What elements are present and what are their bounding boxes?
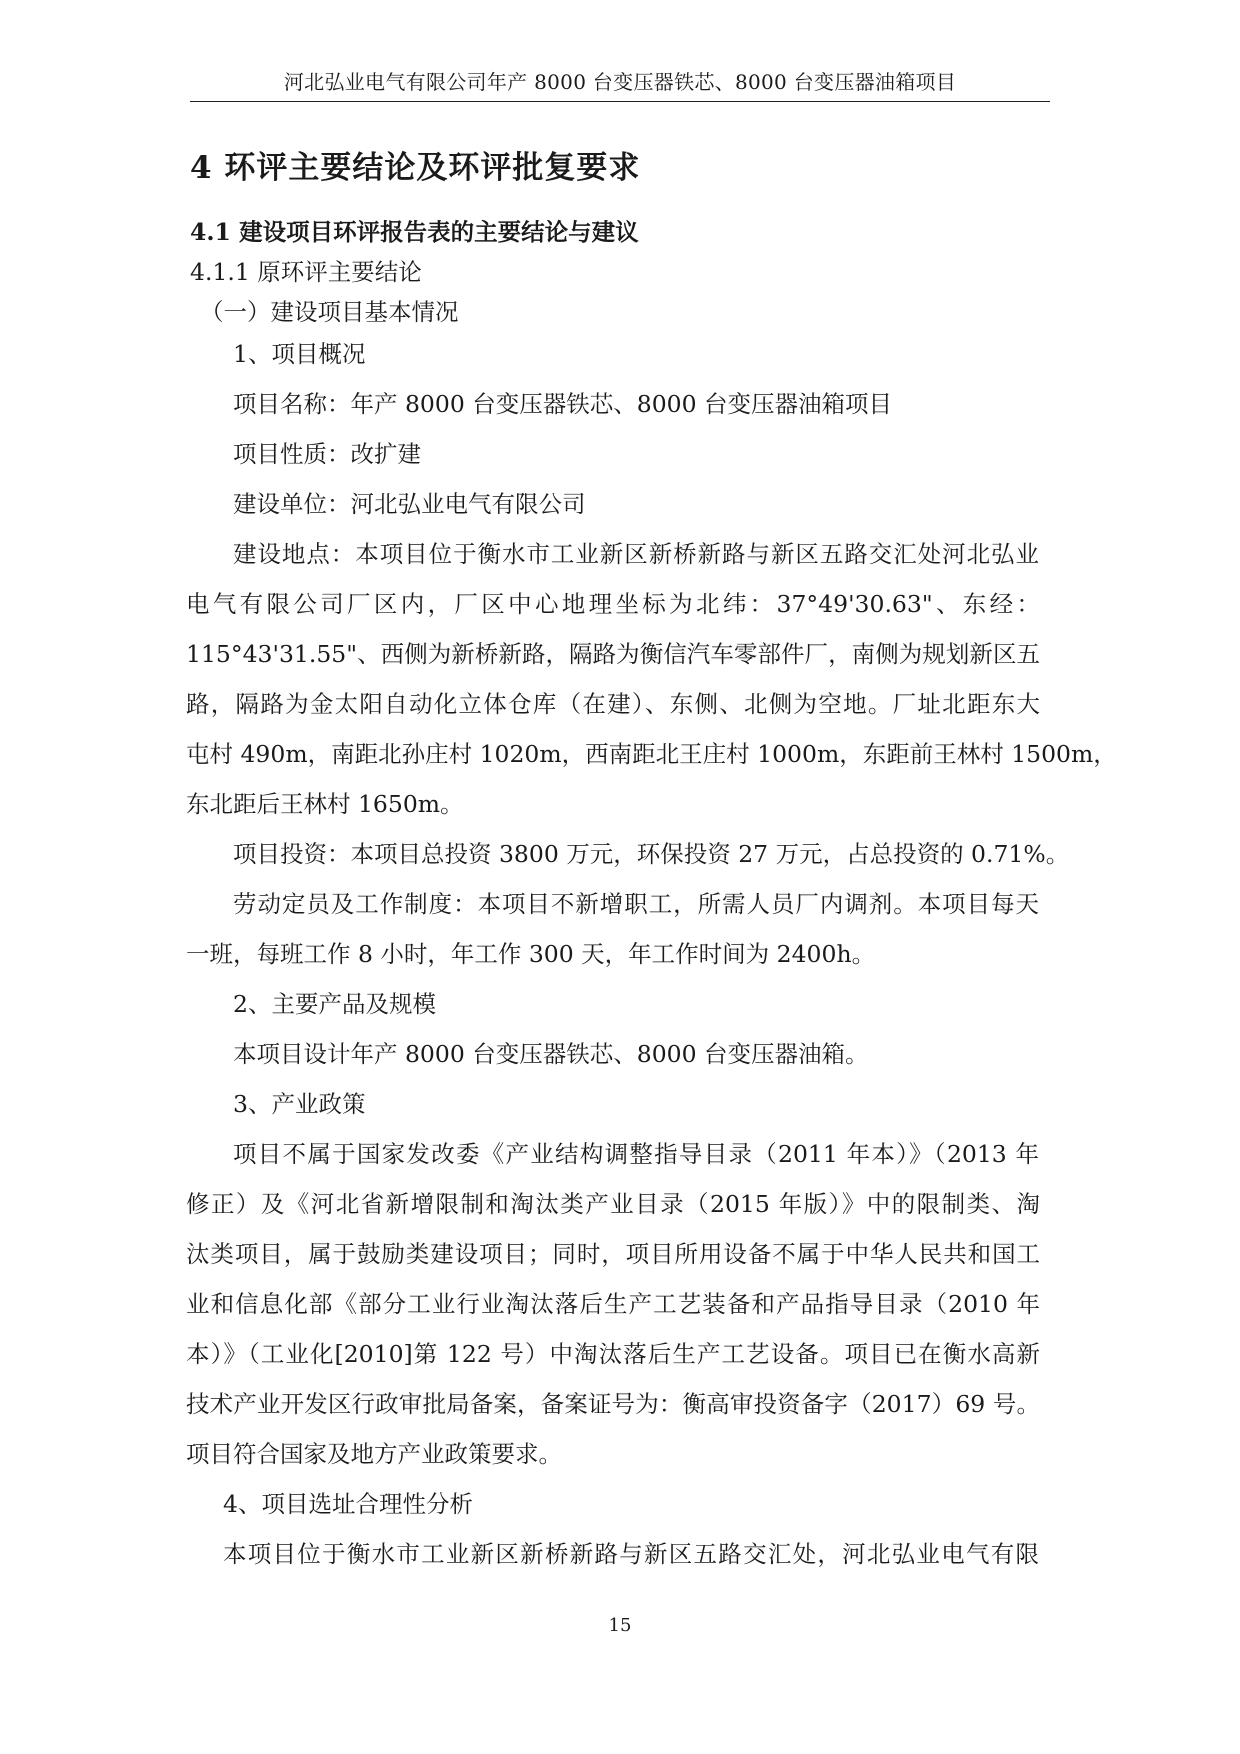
text-line: 业和信息化部《部分工业行业淘汰落后生产工艺装备和产品指导目录（2010 年 [186,1290,1040,1318]
item-heading: 3、产业政策 [233,1090,366,1118]
item-heading: 4、项目选址合理性分析 [223,1490,473,1518]
text-line: 建设单位：河北弘业电气有限公司 [233,490,586,518]
chapter-title: 4 环评主要结论及环评批复要求 [190,150,641,186]
header-rule [190,101,1050,102]
text-line: 屯村 490m，南距北孙庄村 1020m，西南距北王庄村 1000m，东距前王林村 1500m， [186,740,1117,768]
text-line: 汰类项目，属于鼓励类建设项目；同时，项目所用设备不属于中华人民共和国工 [186,1240,1040,1268]
item-heading: 2、主要产品及规模 [233,990,436,1018]
text-line: 路，隔路为金太阳自动化立体仓库（在建）、东侧、北侧为空地。厂址北距东大 [186,690,1040,718]
text-line: 项目不属于国家发改委《产业结构调整指导目录（2011 年本）》（2013 年 [233,1140,1039,1168]
text-line: 项目性质：改扩建 [233,440,421,468]
text-line: 115°43'31.55"、西侧为新桥新路，隔路为衡信汽车零部件厂，南侧为规划新区五 [186,640,1040,668]
text-line: 电气有限公司厂区内，厂区中心地理坐标为北纬：37°49'30.63"、东经： [186,590,1040,618]
text-line: 劳动定员及工作制度：本项目不新增职工，所需人员厂内调剂。本项目每天 [233,890,1039,918]
page-number: 15 [608,1615,632,1636]
text-line: 一班，每班工作 8 小时，年工作 300 天，年工作时间为 2400h。 [186,940,876,968]
paragraph-heading: （一）建设项目基本情况 [200,298,459,326]
text-line: 本）》（工业化[2010]第 122 号）中淘汰落后生产工艺设备。项目已在衡水高新 [186,1340,1040,1368]
text-line: 建设地点：本项目位于衡水市工业新区新桥新路与新区五路交汇处河北弘业 [233,540,1039,568]
text-line: 项目名称：年产 8000 台变压器铁芯、8000 台变压器油箱项目 [233,390,893,418]
text-line: 技术产业开发区行政审批局备案，备案证号为：衡高审投资备字（2017）69 号。 [186,1390,1040,1418]
running-header: 河北弘业电气有限公司年产 8000 台变压器铁芯、8000 台变压器油箱项目 [283,70,957,94]
subsection-heading: 4.1.1 原环评主要结论 [190,258,422,286]
text-line: 本项目设计年产 8000 台变压器铁芯、8000 台变压器油箱。 [233,1040,869,1068]
text-line: 项目符合国家及地方产业政策要求。 [186,1440,562,1468]
section-heading: 4.1 建设项目环评报告表的主要结论与建议 [190,218,639,246]
text-line: 东北距后王林村 1650m。 [186,790,464,818]
text-line: 修正）及《河北省新增限制和淘汰类产业目录（2015 年版）》中的限制类、淘 [186,1190,1040,1218]
item-heading: 1、项目概况 [233,340,366,368]
text-line: 项目投资：本项目总投资 3800 万元，环保投资 27 万元，占总投资的 0.71%。 [233,840,1070,868]
text-line: 本项目位于衡水市工业新区新桥新路与新区五路交汇处，河北弘业电气有限 [223,1540,1039,1568]
